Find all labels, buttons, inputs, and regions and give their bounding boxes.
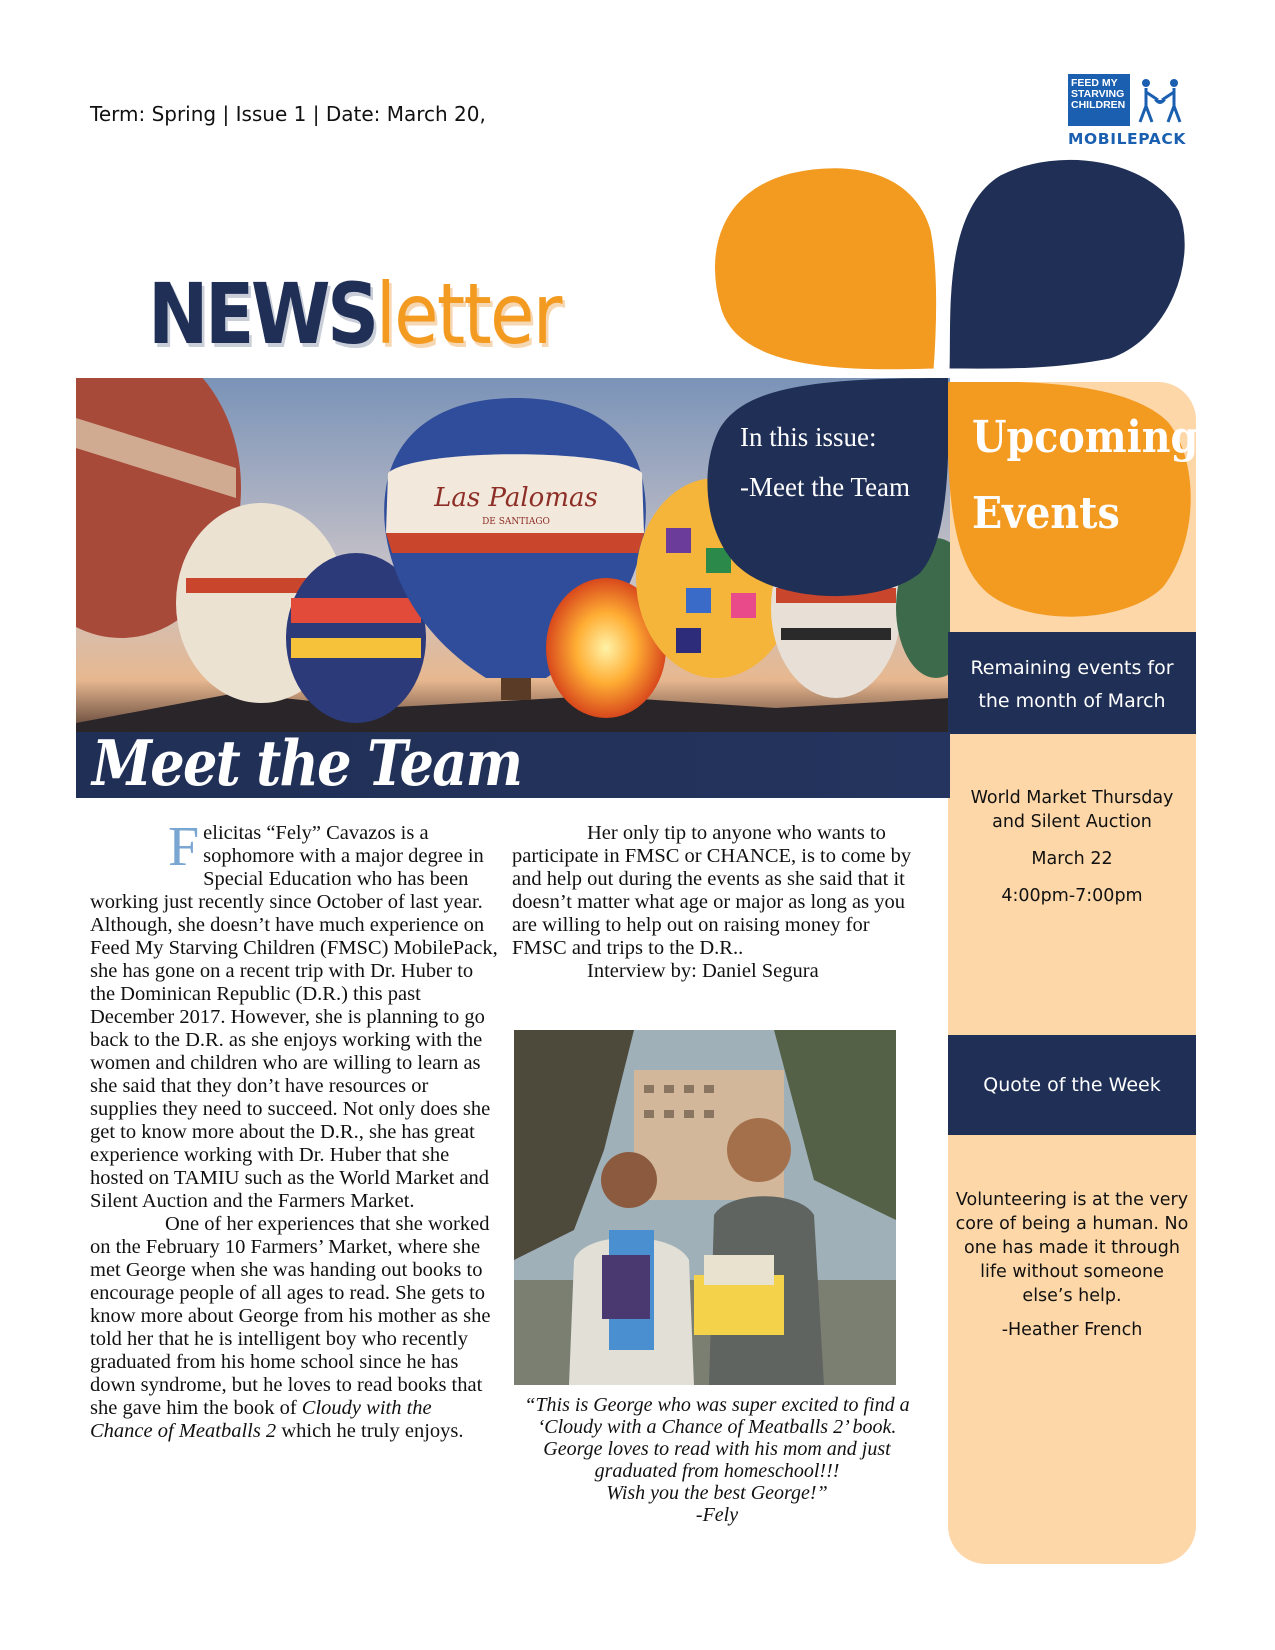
event-name: World Market Thursday and Silent Auction <box>970 788 1174 832</box>
caption-line: ‘Cloudy with a Chance of Meatballs 2’ book. <box>537 1416 897 1438</box>
in-this-issue <box>740 412 910 512</box>
paragraph-text: One of her experiences that she worked on the February 10 Farmers’ Market, where she met George when she was handing out books to encourage people of all ages to read. She gets to know more about George from his mother as she told her that he is intelligent boy who recently graduated from his home school since he has down syndrome, but he loves to read books that she gave him the book of <box>90 1213 491 1419</box>
caption-line: George loves to read with his mom and just <box>543 1438 891 1460</box>
upcoming-events-heading <box>972 400 1198 552</box>
quote-author: -Heather French <box>1001 1320 1143 1340</box>
article-column-2 <box>512 822 912 983</box>
paragraph-text: elicitas “Fely” Cavazos is a sophomore with a major degree in Special Education who has been working just recently since October of last year. Although, she doesn’t have much experience on Feed My Starving Children (FMSC) MobilePack, she has gone on a recent trip with Dr. Huber to the Dominican Republic (D.R.) this past December 2017. However, she is planning to go back to the D.R. as she enjoys working with the women and children who are willing to learn as she said that they don’t have resources or supplies they need to succeed. Not only does she get to know more about the D.R., she has great experience working with Dr. Huber that she hosted on TAMIU such as the World Market and Silent Auction and the Farmers Market. <box>90 822 498 1212</box>
navy-blob <box>948 158 1186 370</box>
logo-line: CHILDREN <box>1071 99 1126 111</box>
caption-line: Wish you the best George!” <box>606 1482 828 1504</box>
section-title: Meet the Team <box>92 726 522 800</box>
quote-text: Volunteering is at the very core of being a human. No one has made it through life without someone else’s help. <box>955 1190 1189 1306</box>
byline: Interview by: Daniel Segura <box>587 960 819 982</box>
logo-line: FEED MY <box>1071 77 1118 89</box>
caption-line: -Fely <box>695 1504 739 1526</box>
photo-caption <box>512 1394 922 1526</box>
article-paragraph <box>90 816 498 1213</box>
event-details <box>955 786 1189 921</box>
balloon-brand-text: Las Palomas <box>434 483 598 513</box>
decorative-blobs <box>700 150 1200 380</box>
logo-line: STARVING <box>1071 88 1125 100</box>
quote-block <box>955 1188 1189 1352</box>
george-and-fely-photo <box>514 1030 896 1385</box>
paragraph-text: which he truly enjoys. <box>276 1420 464 1442</box>
caption-line: graduated from homeschool!!! <box>594 1460 840 1482</box>
events-line: Events <box>972 488 1120 539</box>
orange-blob <box>713 167 937 371</box>
logo-subtitle: MOBILEPACK <box>1068 130 1186 148</box>
book-title: Cloudy with the Chance of Meatballs 2 <box>90 1397 432 1442</box>
caption-line: “This is George who was super excited to find a <box>524 1394 910 1416</box>
issue-info-line: Term: Spring | Issue 1 | Date: March 20, <box>90 102 486 126</box>
in-this-issue-item: -Meet the Team <box>740 472 911 502</box>
article-column-1 <box>90 816 498 1443</box>
people-sharing-icon <box>1134 76 1184 126</box>
newsletter-masthead <box>148 265 561 363</box>
drop-cap: F <box>168 816 200 878</box>
in-this-issue-label: In this issue: <box>740 422 877 452</box>
event-time: 4:00pm-7:00pm <box>1001 886 1143 906</box>
masthead-news: NEWS <box>148 265 376 363</box>
remaining-events-header: Remaining events for the month of March <box>948 632 1196 734</box>
quote-of-week-header: Quote of the Week <box>948 1035 1196 1135</box>
fmsc-mobilepack-logo <box>1068 74 1190 154</box>
event-date: March 22 <box>1031 849 1113 869</box>
masthead-letter: letter <box>375 265 561 363</box>
balloon-brand-subtext: DE SANTIAGO <box>482 517 550 527</box>
article-paragraph <box>90 1213 498 1443</box>
article-paragraph: Her only tip to anyone who wants to participate in FMSC or CHANCE, is to come by and help out during the events as she said that it doesn’t matter what age or major as long as you are willing to help out on raising money for FMSC and trips to the D.R.. <box>512 822 912 959</box>
upcoming-line: Upcoming <box>972 412 1199 463</box>
logo-wordmark <box>1068 74 1130 126</box>
